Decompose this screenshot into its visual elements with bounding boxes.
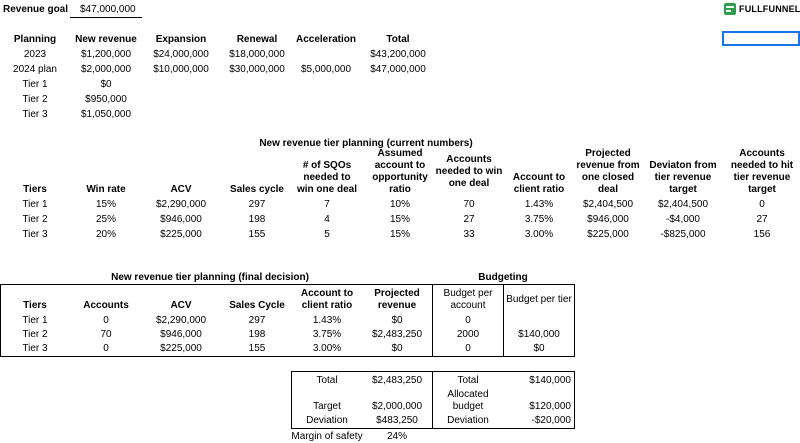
budget-deviation-value[interactable]: -$20,000 (531, 415, 571, 426)
table-cell[interactable]: 0 (465, 315, 471, 326)
table-cell[interactable]: $24,000,000 (153, 49, 209, 60)
budget-total-value[interactable]: $140,000 (529, 375, 571, 386)
table-cell[interactable]: 0 (103, 343, 109, 354)
table-cell[interactable]: $946,000 (160, 214, 202, 225)
budget-header-cell: Budget per account (443, 288, 493, 311)
current-header-cell: Accounts needed to win one deal (435, 154, 503, 189)
table-cell[interactable]: Tier 1 (22, 79, 48, 90)
planning-header-cell: New revenue (75, 34, 137, 45)
table-cell[interactable]: $0 (100, 79, 112, 90)
fullfunnel-logo (724, 3, 800, 15)
table-cell[interactable]: Tier 2 (22, 94, 48, 105)
table-cell[interactable]: $946,000 (160, 329, 202, 340)
table-cell[interactable]: 297 (248, 199, 266, 210)
table-cell[interactable]: 27 (756, 214, 768, 225)
budget-divider (432, 285, 433, 356)
table-cell[interactable]: $0 (391, 343, 403, 354)
table-cell[interactable]: 4 (324, 214, 330, 225)
budget-allocated-value[interactable]: $120,000 (529, 401, 571, 412)
table-cell[interactable]: 1.43% (524, 199, 554, 210)
table-cell[interactable]: 5 (324, 229, 330, 240)
table-cell[interactable]: 156 (753, 229, 771, 240)
table-cell[interactable]: 0 (759, 199, 765, 210)
table-cell[interactable]: $47,000,000 (370, 64, 426, 75)
summary-deviation-label: Deviation (306, 415, 348, 426)
table-cell[interactable]: 3.00% (312, 343, 342, 354)
table-cell[interactable]: $2,000,000 (80, 64, 132, 75)
summary-divider (432, 372, 433, 428)
final-header-cell: Projected revenue (374, 288, 420, 311)
planning-header-cell: Expansion (155, 34, 207, 45)
table-cell[interactable]: -$825,000 (660, 229, 706, 240)
table-cell[interactable]: 1.43% (312, 315, 342, 326)
table-cell[interactable]: $10,000,000 (153, 64, 209, 75)
budgeting-title: Budgeting (478, 272, 528, 283)
table-cell[interactable]: $950,000 (85, 94, 127, 105)
table-cell[interactable]: 70 (463, 199, 475, 210)
final-header-cell: Account to client ratio (300, 288, 354, 311)
table-cell[interactable]: $30,000,000 (229, 64, 285, 75)
current-header-cell: Sales cycle (230, 184, 284, 195)
table-cell[interactable]: 7 (324, 199, 330, 210)
current-header-cell: Deviaton from tier revenue target (649, 160, 717, 195)
table-cell[interactable]: 0 (103, 315, 109, 326)
budget-header-cell: Budget per tier (506, 294, 572, 305)
table-cell[interactable]: 27 (463, 214, 475, 225)
summary-total-label: Total (316, 375, 338, 386)
table-cell[interactable]: 2000 (456, 329, 480, 340)
revenue-goal-value[interactable]: $47,000,000 (80, 4, 136, 15)
current-header-cell: Account to client ratio (512, 172, 566, 195)
table-cell[interactable]: Tier 3 (22, 229, 48, 240)
margin-of-safety-label: Margin of safety (291, 431, 363, 442)
table-cell[interactable]: $225,000 (160, 343, 202, 354)
planning-header-cell: Renewal (236, 34, 278, 45)
table-cell[interactable]: Tier 3 (22, 343, 48, 354)
table-cell[interactable]: $0 (391, 315, 403, 326)
current-header-cell: ACV (170, 184, 192, 195)
budget-deviation-label: Deviation (447, 415, 489, 426)
budget-allocated-label: Allocated budget (447, 389, 489, 412)
table-cell[interactable]: 198 (248, 214, 266, 225)
table-cell[interactable]: Tier 2 (22, 329, 48, 340)
summary-deviation-value[interactable]: $483,250 (376, 415, 418, 426)
planning-header-cell: Total (386, 34, 410, 45)
budget-col-divider (503, 285, 504, 356)
table-cell[interactable]: 15% (389, 214, 410, 225)
table-cell[interactable]: $0 (533, 343, 545, 354)
summary-target-label: Target (313, 401, 341, 412)
table-cell[interactable]: $225,000 (587, 229, 629, 240)
current-table-title: New revenue tier planning (current numbers) (259, 138, 473, 149)
table-cell[interactable]: -$4,000 (666, 214, 700, 225)
table-cell[interactable]: $2,290,000 (155, 315, 207, 326)
current-header-cell: Win rate (86, 184, 126, 195)
revenue-goal-label: Revenue goal (3, 4, 69, 15)
table-cell[interactable]: 0 (465, 343, 471, 354)
table-cell[interactable]: 33 (463, 229, 475, 240)
table-cell[interactable]: $43,200,000 (370, 49, 426, 60)
current-header-cell: Tiers (23, 184, 47, 195)
table-cell[interactable]: $2,483,250 (371, 329, 423, 340)
table-cell[interactable]: 15% (95, 199, 116, 210)
table-cell[interactable]: 70 (100, 329, 112, 340)
budget-total-label: Total (457, 375, 479, 386)
table-cell[interactable]: Tier 3 (22, 109, 48, 120)
table-cell[interactable]: 155 (248, 229, 266, 240)
table-cell[interactable]: 2024 plan (13, 64, 57, 75)
table-cell[interactable]: $2,404,500 (657, 199, 709, 210)
table-cell[interactable]: 2023 (23, 49, 47, 60)
current-header-cell: Assumed account to opportunity ratio (372, 148, 428, 195)
table-cell[interactable]: Tier 1 (22, 315, 48, 326)
table-cell[interactable]: $18,000,000 (229, 49, 285, 60)
table-cell[interactable]: 3.00% (524, 229, 554, 240)
table-cell[interactable]: 155 (248, 343, 266, 354)
summary-total-value[interactable]: $2,483,250 (371, 375, 423, 386)
table-cell[interactable]: 198 (248, 329, 266, 340)
final-table-title: New revenue tier planning (final decision) (111, 272, 309, 283)
selected-cell[interactable] (722, 31, 800, 46)
table-cell[interactable]: $225,000 (160, 229, 202, 240)
table-cell[interactable]: $1,050,000 (80, 109, 132, 120)
table-cell[interactable]: 20% (95, 229, 116, 240)
margin-of-safety-value[interactable]: 24% (386, 431, 407, 442)
table-cell[interactable]: $2,290,000 (155, 199, 207, 210)
current-header-cell: # of SQOs needed to win one deal (296, 160, 357, 195)
table-cell[interactable]: 10% (389, 199, 410, 210)
fullfunnel-logo-icon (724, 3, 736, 15)
table-cell[interactable]: 297 (248, 315, 266, 326)
current-header-cell: Projected revenue from one closed deal (576, 148, 640, 195)
table-cell[interactable]: 3.75% (524, 214, 554, 225)
table-cell[interactable]: $140,000 (518, 329, 560, 340)
table-cell[interactable]: 3.75% (312, 329, 342, 340)
table-cell[interactable]: Tier 1 (22, 199, 48, 210)
table-cell[interactable]: 15% (389, 229, 410, 240)
table-cell[interactable]: $946,000 (587, 214, 629, 225)
table-cell[interactable]: $1,200,000 (80, 49, 132, 60)
final-header-cell: ACV (170, 300, 192, 311)
table-cell[interactable]: $2,404,500 (582, 199, 634, 210)
final-header-cell: Accounts (83, 300, 129, 311)
final-header-cell: Tiers (23, 300, 47, 311)
current-header-cell: Accounts needed to hit tier revenue target (730, 148, 794, 195)
planning-header-cell: Acceleration (295, 34, 357, 45)
fullfunnel-logo-text: FULLFUNNEL (739, 4, 800, 14)
planning-header-cell: Planning (13, 34, 57, 45)
summary-target-value[interactable]: $2,000,000 (371, 401, 423, 412)
table-cell[interactable]: $5,000,000 (300, 64, 352, 75)
final-header-cell: Sales Cycle (229, 300, 285, 311)
table-cell[interactable]: Tier 2 (22, 214, 48, 225)
table-cell[interactable]: 25% (95, 214, 116, 225)
